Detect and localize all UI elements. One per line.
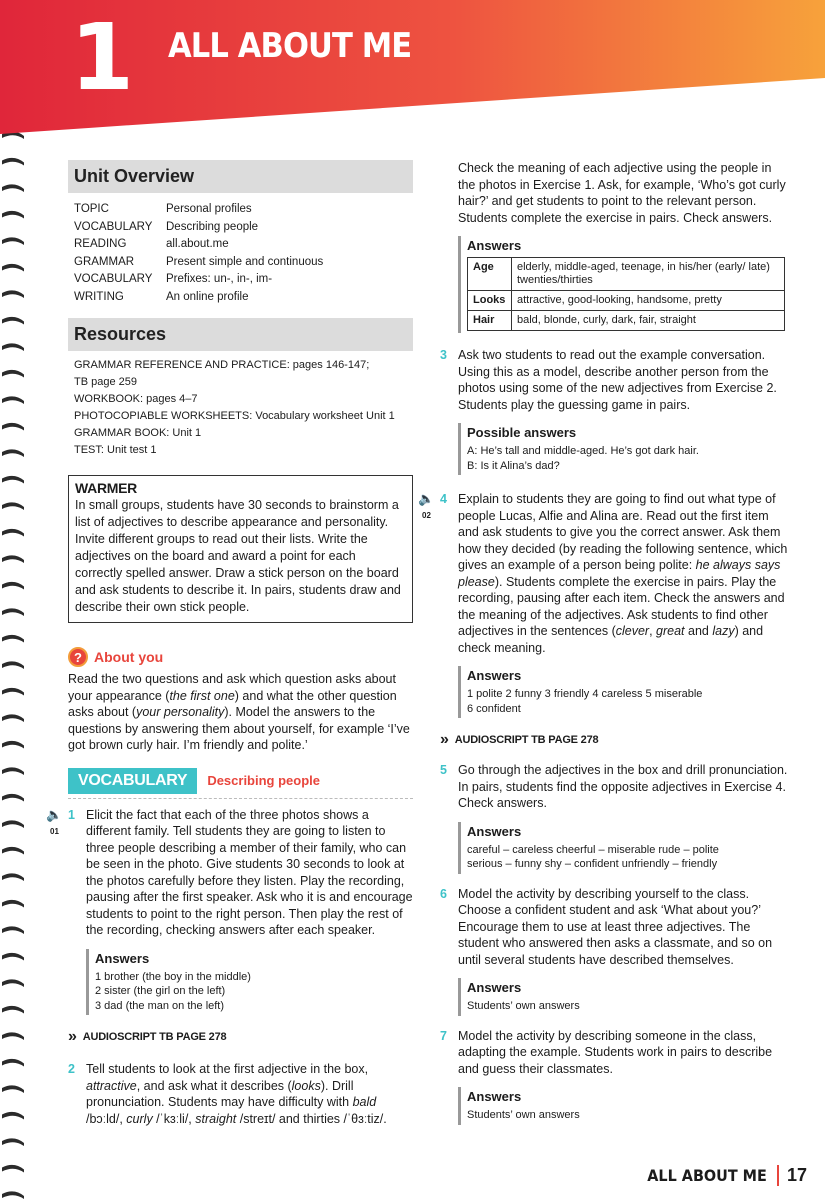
speaker-icon: 🔈	[46, 806, 63, 822]
spiral-ring	[2, 820, 24, 828]
question-icon: ?	[68, 647, 88, 667]
spiral-ring	[2, 688, 24, 696]
audio-track-number: 02	[422, 511, 431, 520]
spiral-ring	[2, 264, 24, 272]
double-chevron-icon: »	[440, 731, 449, 748]
exercise-2-text: Tell students to look at the first adjective in the box, attractive, and ask what it describes (looks). Drill pronunciation. Students may have difficulty with bald /bɔːld/, curly /ˈkɜːli/, straight /streɪt/ and thirties /ˈθɜːtiz/.	[86, 1062, 387, 1126]
answer-line: A: He’s tall and middle-aged. He’s got dark hair.	[467, 445, 699, 457]
answer-line: B: Is it Alina’s dad?	[467, 459, 560, 472]
footer-title: ALL ABOUT ME	[647, 1166, 767, 1185]
spiral-ring	[2, 290, 24, 298]
spiral-ring	[2, 582, 24, 590]
exercise-3	[440, 347, 790, 413]
answer-line: serious – funny shy – confident unfriendly – friendly	[467, 858, 718, 870]
answer-line: 6 confident	[467, 702, 521, 715]
exercise-5-text: Go through the adjectives in the box and drill pronunciation. In pairs, students find the opposite adjectives in Exercise 4. Check answers.	[458, 763, 788, 810]
overview-row	[74, 219, 407, 237]
answers-table-value: attractive, good-looking, handsome, pretty	[512, 291, 785, 311]
spiral-ring	[2, 1032, 24, 1040]
audioscript-label: AUDIOSCRIPT TB PAGE 278	[454, 734, 599, 746]
answers-table	[467, 257, 785, 331]
right-column	[418, 160, 790, 1125]
exercise-1-answers	[86, 949, 413, 1016]
exercise-number: 2	[68, 1062, 75, 1076]
exercise-6-answers	[458, 978, 790, 1016]
spiral-ring	[2, 661, 24, 669]
overview-value: Personal profiles	[166, 203, 252, 215]
unit-title: ALL ABOUT ME	[168, 26, 412, 66]
unit-overview-title: Unit Overview	[68, 160, 413, 193]
exercise-7-answers	[458, 1087, 790, 1125]
spiral-ring	[2, 794, 24, 802]
spiral-ring	[2, 873, 24, 881]
answers-table-key: Looks	[468, 291, 512, 311]
vocabulary-heading	[68, 768, 413, 799]
exercise-1	[46, 806, 413, 939]
answers-title: Answers	[467, 238, 522, 253]
answers-list	[467, 444, 790, 473]
overview-key: VOCABULARY	[74, 273, 153, 285]
exercise-number: 5	[440, 763, 447, 777]
spiral-ring	[2, 555, 24, 563]
resource-line: GRAMMAR REFERENCE AND PRACTICE: pages 146-147;	[74, 359, 370, 371]
spiral-ring	[2, 741, 24, 749]
about-you-text: Read the two questions and ask which question asks about your appearance (the first one) and what the other question asks about (your personality). Model the answers to the questions by answering them about yourself, for example ‘I’ve got brown curly hair. I’m friendly and polite.’	[68, 672, 410, 752]
exercise-number: 1	[68, 807, 75, 822]
exercise-2-continued-text: Check the meaning of each adjective using the people in the photos in Exercise 1. Ask, for example, ‘Who’s got curly hair?’ and get students to point to the relevant person. Students complete the exercise in pairs. Check answers.	[458, 161, 786, 225]
spiral-binding	[0, 0, 30, 1200]
answers-list	[467, 687, 790, 716]
spiral-ring	[2, 317, 24, 325]
exercise-4-answers	[458, 666, 790, 718]
unit-overview-panel	[68, 160, 413, 306]
vocabulary-tag: VOCABULARY	[68, 768, 197, 794]
answers-table-value: elderly, middle-aged, teenage, in his/her (early/ late) twenties/thirties	[512, 258, 785, 291]
answers-table-key: Hair	[468, 311, 512, 331]
overview-value: Describing people	[166, 220, 259, 233]
resource-line: TEST: Unit test 1	[74, 444, 157, 456]
spiral-ring	[2, 184, 24, 192]
warmer-text: In small groups, students have 30 seconds to brainstorm a list of adjectives to describe appearance and personality. Invite different groups to read out their lists. Write the adjectives on the board and award a point for each correctly spelled answer. Draw a stick person on the board and ask students to describe it. In pairs, students draw and describe their own stick people.	[75, 498, 401, 614]
overview-value: An online profile	[166, 290, 249, 303]
answer-line: 1 polite 2 funny 3 friendly 4 careless 5 miserable	[467, 688, 703, 700]
overview-key: GRAMMAR	[74, 255, 135, 268]
answers-table-row	[468, 311, 785, 331]
spiral-ring	[2, 529, 24, 537]
resource-line: GRAMMAR BOOK: Unit 1	[74, 427, 202, 439]
overview-row	[74, 271, 407, 289]
spiral-ring	[2, 1165, 24, 1173]
resources-title: Resources	[68, 318, 413, 351]
spiral-ring	[2, 1085, 24, 1093]
spiral-ring	[2, 608, 24, 616]
audio-track-number: 01	[50, 826, 59, 836]
spiral-ring	[2, 1006, 24, 1014]
about-you-title: About you	[94, 649, 164, 665]
spiral-ring	[2, 979, 24, 987]
spiral-ring	[2, 158, 24, 166]
warmer-title: WARMER	[75, 480, 137, 496]
spiral-ring	[2, 343, 24, 351]
page-footer	[634, 1165, 807, 1186]
spiral-ring	[2, 423, 24, 431]
spiral-ring	[2, 847, 24, 855]
overview-row	[74, 254, 407, 272]
overview-row	[74, 201, 407, 219]
answers-list	[467, 843, 790, 872]
exercise-number: 4	[440, 492, 447, 506]
spiral-ring	[2, 1138, 24, 1146]
exercise-5	[440, 762, 790, 812]
resources-panel	[68, 318, 413, 459]
spiral-ring	[2, 237, 24, 245]
exercise-number: 6	[440, 886, 447, 901]
exercise-number: 7	[440, 1028, 447, 1043]
page-number: 17	[777, 1165, 807, 1186]
overview-key: READING	[74, 238, 127, 250]
answers-title: Answers	[467, 823, 522, 839]
spiral-ring	[2, 900, 24, 908]
exercise-7	[440, 1028, 790, 1078]
overview-value: all.about.me	[166, 238, 229, 250]
about-you-section	[68, 647, 413, 754]
exercise-5-answers	[458, 822, 790, 874]
answers-title: Answers	[95, 950, 150, 966]
resource-line: TB page 259	[74, 376, 137, 388]
overview-key: VOCABULARY	[74, 220, 153, 233]
unit-number: 1	[70, 4, 131, 111]
spiral-ring	[2, 1191, 24, 1199]
answers-title: Answers	[467, 1089, 522, 1104]
answers-title: Possible answers	[467, 425, 577, 440]
spiral-ring	[2, 926, 24, 934]
exercise-2-answers	[458, 236, 790, 333]
overview-row	[74, 236, 407, 254]
spiral-ring	[2, 396, 24, 404]
exercise-6-text: Model the activity by describing yourself to the class. Choose a confident student and ask ‘What about you?’ Encourage them to use at least three adjectives. The student who answered then asks a classmate, and so on until several students have described themselves.	[458, 886, 773, 967]
answers-list	[95, 970, 413, 1014]
answer-line: careful – careless cheerful – miserable rude – polite	[467, 843, 719, 856]
resource-line: PHOTOCOPIABLE WORKSHEETS: Vocabulary worksheet Unit 1	[74, 410, 395, 422]
spiral-ring	[2, 953, 24, 961]
spiral-ring	[2, 635, 24, 643]
exercise-3-answers	[458, 423, 790, 475]
answers-table-key: Age	[468, 258, 512, 291]
spiral-ring	[2, 1059, 24, 1067]
audioscript-link-2[interactable]	[440, 732, 790, 748]
answer-line: 2 sister (the girl on the left)	[95, 985, 226, 997]
answers-table-row	[468, 291, 785, 311]
overview-row	[74, 289, 407, 307]
spiral-ring	[2, 211, 24, 219]
answers-title: Answers	[467, 980, 522, 995]
double-chevron-icon: »	[68, 1028, 77, 1045]
spiral-ring	[2, 767, 24, 775]
exercise-2-continued	[440, 160, 790, 226]
answer-line: 3 dad (the man on the left)	[95, 999, 225, 1012]
overview-value: Present simple and continuous	[166, 255, 324, 268]
resource-line: WORKBOOK: pages 4–7	[74, 393, 198, 405]
answers-title: Answers	[467, 668, 522, 683]
vocabulary-subtitle: Describing people	[207, 773, 321, 788]
spiral-ring	[2, 714, 24, 722]
warmer-box	[68, 475, 413, 623]
answers-table-value: bald, blonde, curly, dark, fair, straight	[512, 311, 785, 331]
answers-list	[467, 1108, 790, 1123]
audioscript-link-1[interactable]	[68, 1029, 413, 1045]
spiral-ring	[2, 476, 24, 484]
exercise-4	[418, 491, 790, 656]
answer-line: 1 brother (the boy in the middle)	[95, 970, 251, 983]
spiral-ring	[2, 1112, 24, 1120]
answer-line: Students’ own answers	[467, 1000, 580, 1012]
exercise-4-text: Explain to students they are going to find out what type of people Lucas, Alfie and Alina are. Read out the first item and ask students to give you the correct answer. Ask them how they decided (by reading the following sentence, which gives an example of a person being polite: he always says please). Students complete the exercise in pairs. Play the recording, pausing after each item. Check the answers and the meaning of the adjectives. Ask students to find other adjectives in the sentences (clever, great and lazy) and check meaning.	[458, 492, 788, 655]
speaker-icon: 🔈	[418, 491, 435, 506]
exercise-3-text: Ask two students to read out the example conversation. Using this as a model, describe another person from the photos using some of the new adjectives from Exercise 2. Students play the guessing game in pairs.	[458, 348, 777, 412]
answer-line: Students’ own answers	[467, 1109, 580, 1121]
exercise-2	[68, 1061, 413, 1127]
left-column	[46, 160, 413, 1127]
answers-table-row	[468, 258, 785, 291]
exercise-7-text: Model the activity by describing someone in the class, adapting the example. Students work in pairs to describe and guess their classmates.	[458, 1028, 773, 1076]
spiral-ring	[2, 449, 24, 457]
unit-banner	[0, 0, 825, 140]
overview-key: WRITING	[74, 290, 124, 303]
overview-value: Prefixes: un-, in-, im-	[166, 273, 273, 285]
resources-list	[74, 357, 407, 459]
spiral-ring	[2, 370, 24, 378]
overview-key: TOPIC	[74, 203, 109, 215]
overview-table	[74, 201, 407, 306]
exercise-number: 3	[440, 348, 447, 362]
spiral-ring	[2, 502, 24, 510]
audioscript-label: AUDIOSCRIPT TB PAGE 278	[82, 1031, 227, 1043]
exercise-1-text: Elicit the fact that each of the three photos shows a different family. Tell students they are going to listen to three people describing a member of their family, who can be seen in the photo. Give students 30 seconds to look at the photos carefully before they listen. Play the recording, pausing after the first speaker. Ask who it is and encourage students to point to the right person. Then play the rest of the recording, checking answers after each speaker.	[86, 807, 413, 937]
exercise-6	[440, 886, 790, 969]
answers-list	[467, 999, 790, 1014]
